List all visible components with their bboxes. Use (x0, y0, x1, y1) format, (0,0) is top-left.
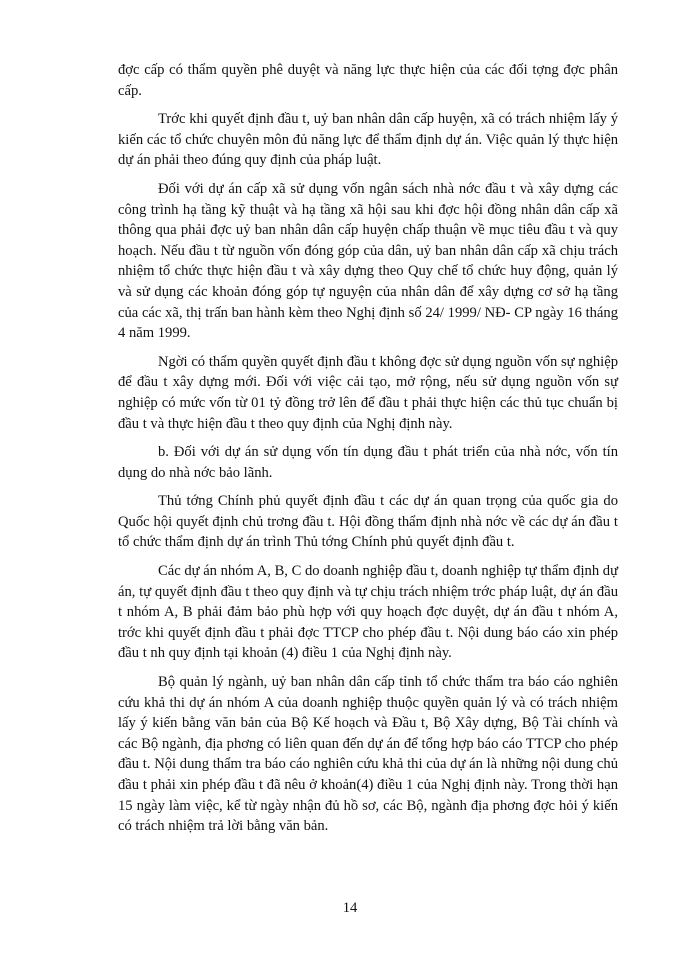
document-page (118, 60, 618, 845)
paragraph-approval-continuation: đợc cấp có thẩm quyền phê duyệt và năng lực thực hiện của các đối tợng đợc phân cấp. (118, 62, 618, 99)
paragraph-career-funds: Ngời có thẩm quyền quyết định đầu t không đợc sử dụng nguồn vốn sự nghiệp để đầu t xây dựng mới. Đối với việc cải tạo, mở rộng, nếu sử dụng nguồn vốn sự nghiệp có mức vốn từ 01 tỷ đồng trở lên để đầu t phải thực hiện các thủ tục chuẩn bị đầu t và thực hiện đầu t theo quy định của Nghị định này. (118, 353, 618, 432)
paragraph-section-b: b. Đối với dự án sử dụng vốn tín dụng đầu t phát triển của nhà nớc, vốn tín dụng do nhà nớc bảo lãnh. (118, 444, 618, 481)
paragraph-district-commune: Trớc khi quyết định đầu t, uỷ ban nhân dân cấp huyện, xã có trách nhiệm lấy ý kiến các tổ chức chuyên môn đủ năng lực để thẩm định dự án. Việc quản lý thực hiện dự án phải theo đúng quy định của pháp luật. (118, 111, 618, 169)
paragraph-ministry-review: Bộ quản lý ngành, uỷ ban nhân dân cấp tỉnh tổ chức thẩm tra báo cáo nghiên cứu khả thi dự án nhóm A của doanh nghiệp thuộc quyền quản lý và có trách nhiệm lấy ý kiến bằng văn bản của Bộ Kế hoạch và Đầu t, Bộ Xây dựng, Bộ Tài chính và các Bộ ngành, địa phơng có liên quan đến dự án để tổng hợp báo cáo TTCP cho phép đầu t. Nội dung thẩm tra báo cáo nghiên cứu khả thi của dự án là những nội dung chủ đầu t phải xin phép đầu t đã nêu ở khoản(4) điều 1 của Nghị định này. Trong thời hạn 15 ngày làm việc, kể từ ngày nhận đủ hồ sơ, các Bộ, ngành địa phơng đợc hỏi ý kiến có trách nhiệm trả lời bằng văn bản. (118, 674, 618, 835)
page-number: 14 (342, 900, 358, 916)
paragraph-enterprise-projects: Các dự án nhóm A, B, C do doanh nghiệp đầu t, doanh nghiệp tự thẩm định dự án, tự quyết định đầu t theo quy định và tự chịu trách nhiệm trớc pháp luật, dự án đầu t nhóm A, B phải đảm bảo phù hợp với quy hoạch đợc duyệt, dự án đầu t nhóm A, trớc khi quyết định đầu t phải đợc TTCP cho phép đầu t. Nội dung báo cáo xin phép đầu t nh quy định tại khoản (4) điều 1 của Nghị định này. (118, 563, 618, 662)
paragraph-commune-budget: Đối với dự án cấp xã sử dụng vốn ngân sách nhà nớc đầu t và xây dựng các công trình hạ tầng kỹ thuật và hạ tầng xã hội sau khi đợc hội đồng nhân dân cấp xã thông qua phải đợc uỷ ban nhân dân cấp huyện chấp thuận về mục tiêu đầu t và quy hoạch. Nếu đầu t từ nguồn vốn đóng góp của dân, uỷ ban nhân dân cấp xã chịu trách nhiệm tổ chức thực hiện đầu t và xây dựng theo Quy chế tổ chức huy động, quản lý và sử dụng các khoản đóng góp tự nguyện của nhân dân để xây dựng cơ sở hạ tầng của các xã, thị trấn ban hành kèm theo Nghị định số 24/ 1999/ NĐ- CP ngày 16 tháng 4 năm 1999. (118, 180, 618, 342)
paragraph-prime-minister: Thủ tớng Chính phủ quyết định đầu t các dự án quan trọng của quốc gia do Quốc hội quyết định chủ trơng đầu t. Hội đồng thẩm định nhà nớc về các dự án đầu t tổ chức thẩm định dự án trình Thủ tớng Chính phủ quyết định đầu t. (118, 493, 618, 551)
